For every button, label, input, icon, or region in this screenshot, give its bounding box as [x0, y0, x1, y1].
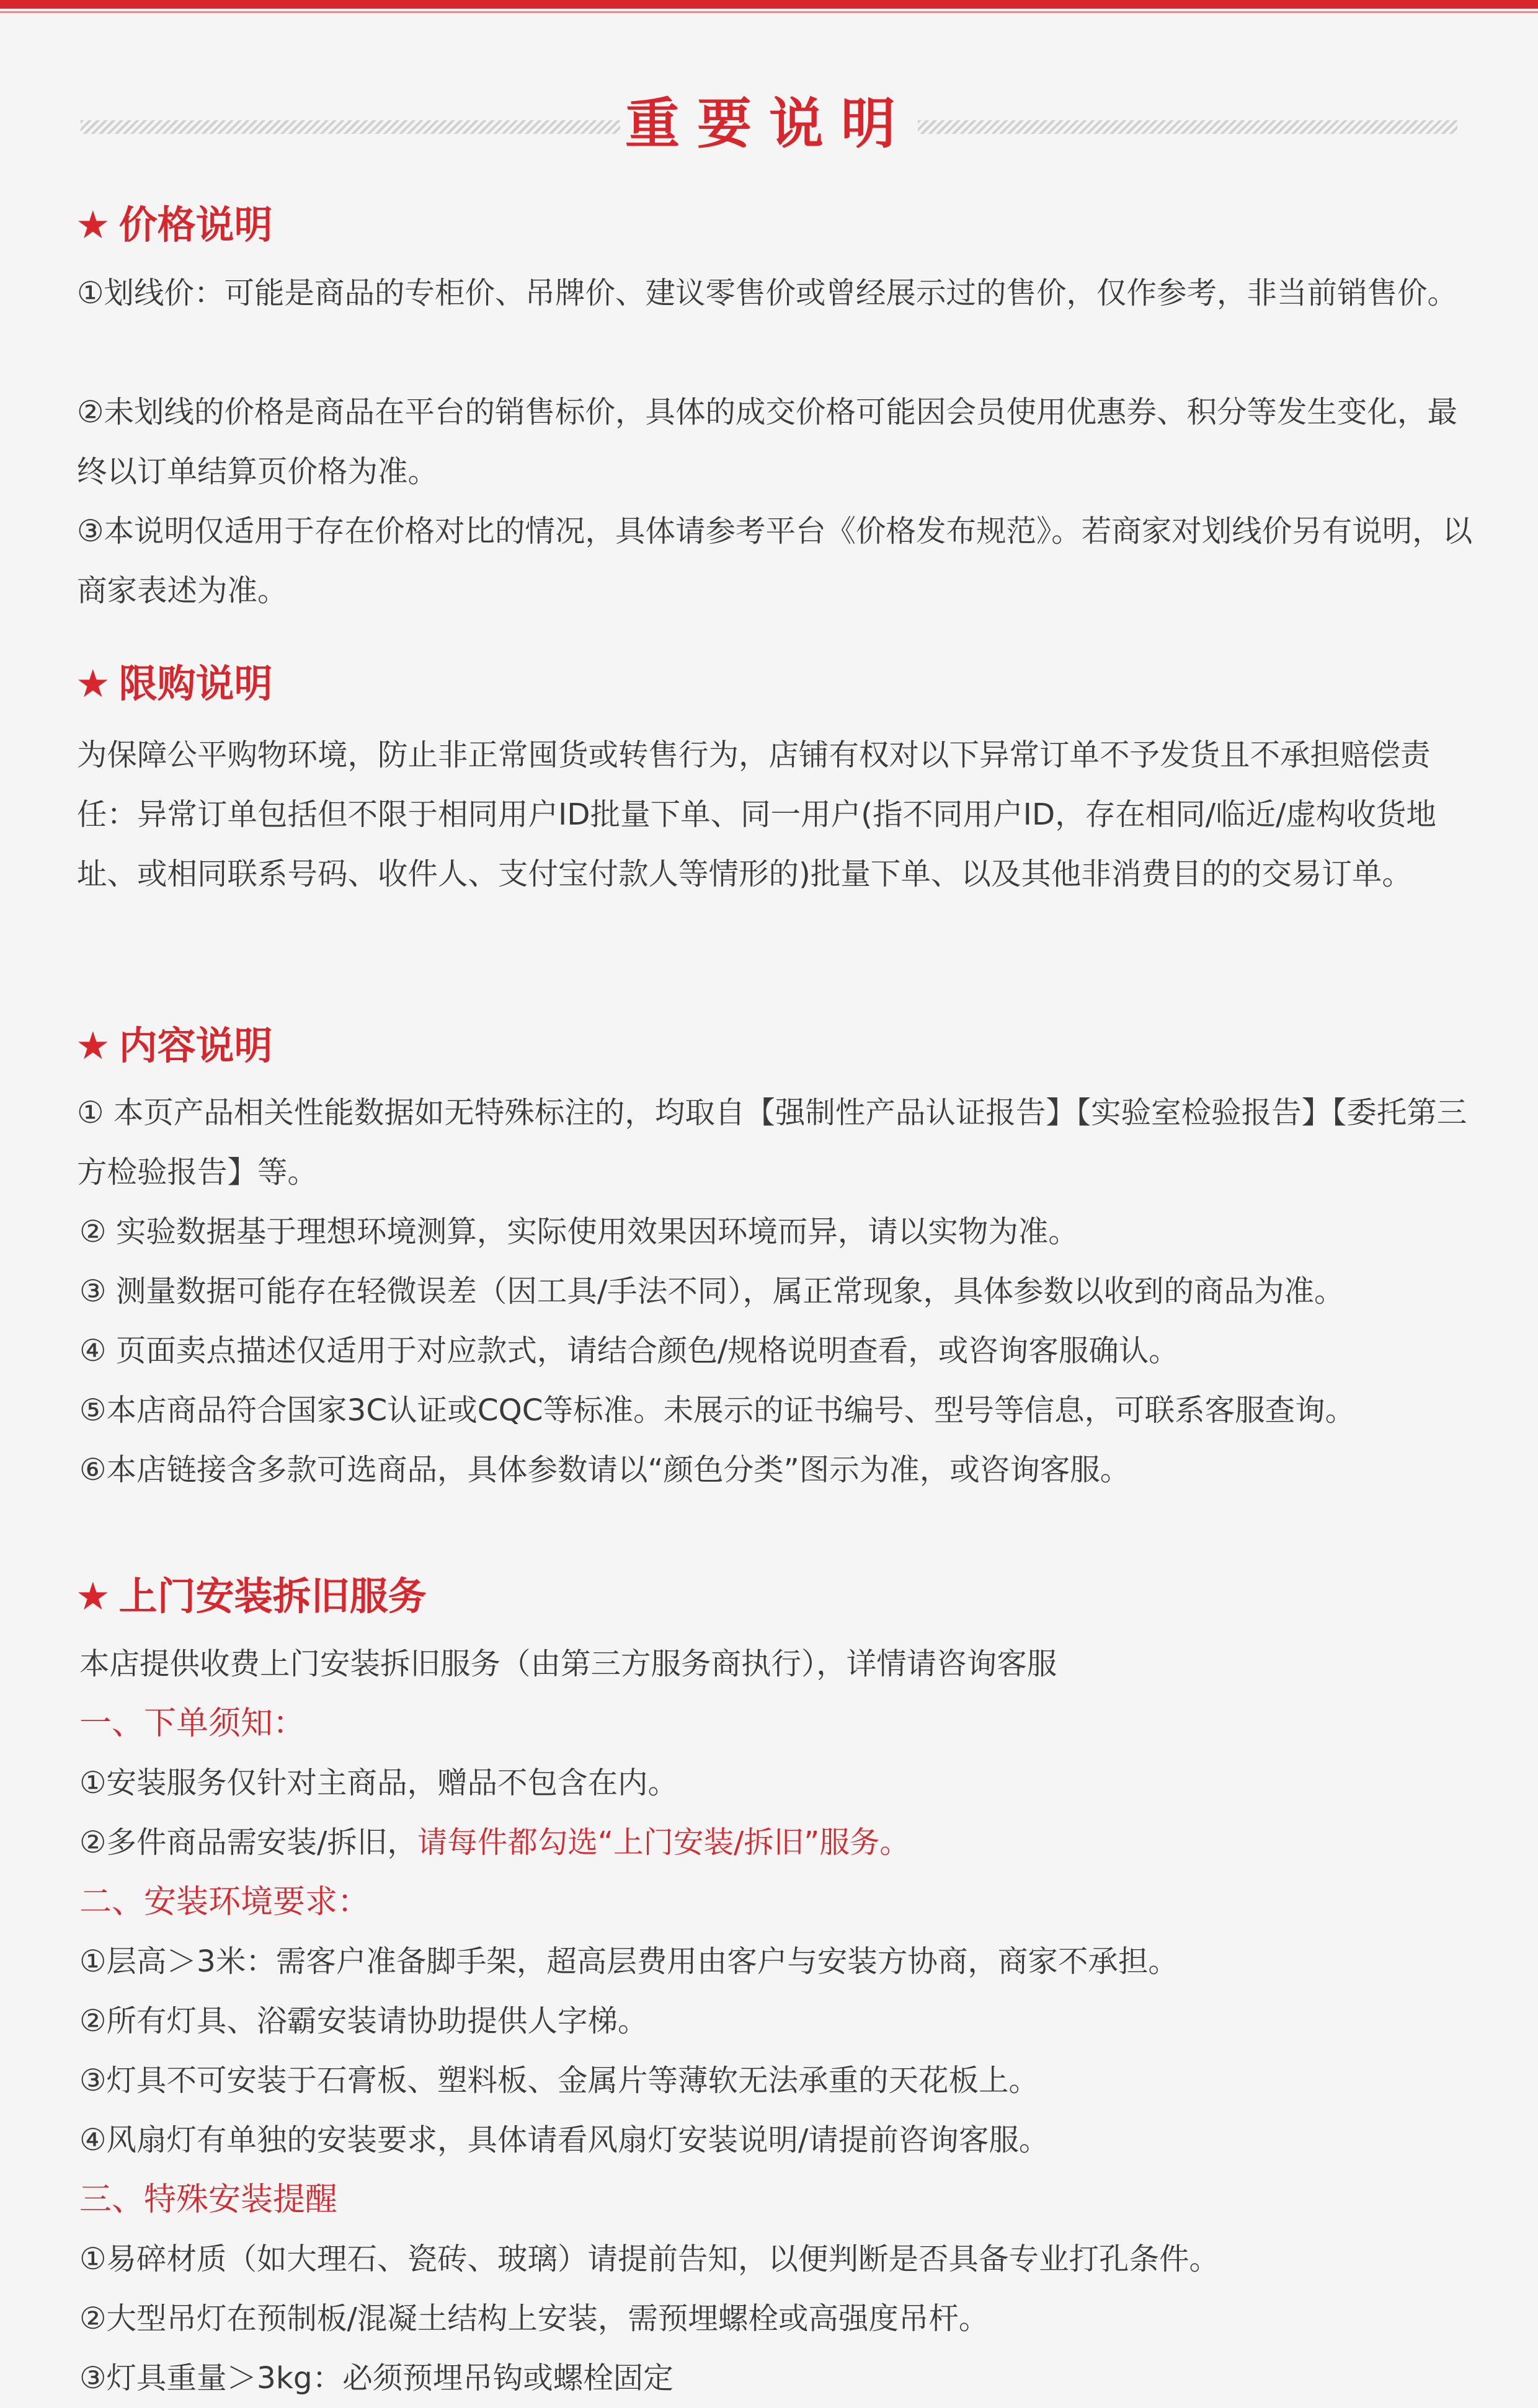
env-item-3: ③灯具不可安装于石膏板、塑料板、金属片等薄软无法承重的天花板上。	[79, 2063, 1039, 2098]
page-title: 重要说明	[625, 92, 913, 156]
content-item-5: ⑤本店商品符合国家3C认证或CQC等标准。未展示的证书编号、型号等信息，可联系客服查询。	[79, 1393, 1356, 1428]
limit-text: 为保障公平购物环境，防止非正常囤货或转售行为，店铺有权对以下异常订单不予发货且不承担赔偿责任：异常订单包括但不限于相同用户ID批量下单、同一用户(指不同用户ID，存在相同/临近/虚构收货地址、或相同联系号码、收件人、支付宝付款人等情形的)批量下单、以及其他非消费目的的交易订单。	[77, 738, 1436, 892]
env-item-1: ①层高＞3米：需客户准备脚手架，超高层费用由客户与安装方协商，商家不承担。	[79, 1944, 1178, 1979]
install-intro: 本店提供收费上门安装拆旧服务（由第三方服务商执行），详情请咨询客服	[79, 1647, 1057, 1681]
content-item-2: ② 实验数据基于理想环境测算，实际使用效果因环境而异，请以实物为准。	[79, 1215, 1078, 1249]
order-notice-highlight: 请每件都勾选“上门安装/拆旧”服务。	[417, 1825, 910, 1860]
env-item-2: ②所有灯具、浴霸安装请协助提供人字梯。	[79, 2004, 648, 2038]
special-item-1: ①易碎材质（如大理石、瓷砖、玻璃）请提前告知，以便判断是否具备专业打孔条件。	[79, 2242, 1219, 2277]
special-item-2: ②大型吊灯在预制板/混凝土结构上安装，需预埋螺栓或高强度吊杆。	[79, 2301, 989, 2336]
order-notice-item-1: ①安装服务仅针对主商品，赠品不包含在内。	[79, 1766, 678, 1800]
content-item-6: ⑥本店链接含多款可选商品，具体参数请以“颜色分类”图示为准，或咨询客服。	[79, 1453, 1131, 1487]
star-icon: ★	[76, 661, 110, 706]
price-item-2: ②未划线的价格是商品在平台的销售标价，具体的成交价格可能因会员使用优惠券、积分等发生变化，最终以订单结算页价格为准。	[77, 395, 1457, 489]
content-item-3: ③ 测量数据可能存在轻微误差（因工具/手法不同），属正常现象，具体参数以收到的商品为准。	[79, 1274, 1345, 1309]
star-icon: ★	[76, 1574, 110, 1619]
price-item-3: ③本说明仅适用于存在价格对比的情况，具体请参考平台《价格发布规范》。若商家对划线价另有说明，以商家表述为准。	[77, 514, 1473, 608]
content-section-title: ★ 内容说明	[76, 1023, 273, 1068]
content-item-1: ① 本页产品相关性能数据如无特殊标注的，均取自【强制性产品认证报告】【实验室检验报告】【委托第三方检验报告】等。	[77, 1096, 1467, 1190]
header-banner	[74, 87, 1464, 161]
env-item-4: ④风扇灯有单独的安装要求，具体请看风扇灯安装说明/请提前咨询客服。	[79, 2123, 1049, 2158]
star-icon: ★	[76, 1023, 110, 1068]
order-notice-heading: 一、下单须知：	[79, 1705, 306, 1742]
price-item-1: ①划线价：可能是商品的专柜价、吊牌价、建议零售价或曾经展示过的售价，仅作参考，非当前销售价。	[77, 276, 1457, 311]
top-accent-bar	[0, 0, 1538, 9]
limit-section-title: ★ 限购说明	[76, 661, 273, 706]
special-item-3: ③灯具重量＞3kg：必须预埋吊钩或螺栓固定	[79, 2361, 673, 2396]
top-accent-line	[0, 11, 1538, 13]
star-icon: ★	[76, 202, 110, 247]
special-reminder-heading: 三、特殊安装提醒	[79, 2181, 338, 2218]
content-item-4: ④ 页面卖点描述仅适用于对应款式，请结合颜色/规格说明查看，或咨询客服确认。	[79, 1334, 1179, 1368]
env-requirements-heading: 二、安装环境要求：	[79, 1883, 370, 1921]
order-notice-item-2: ②多件商品需安装/拆旧，请每件都勾选“上门安装/拆旧”服务。	[79, 1825, 910, 1860]
price-section-title: ★ 价格说明	[76, 202, 273, 247]
install-section-title: ★ 上门安装拆旧服务	[76, 1574, 427, 1619]
